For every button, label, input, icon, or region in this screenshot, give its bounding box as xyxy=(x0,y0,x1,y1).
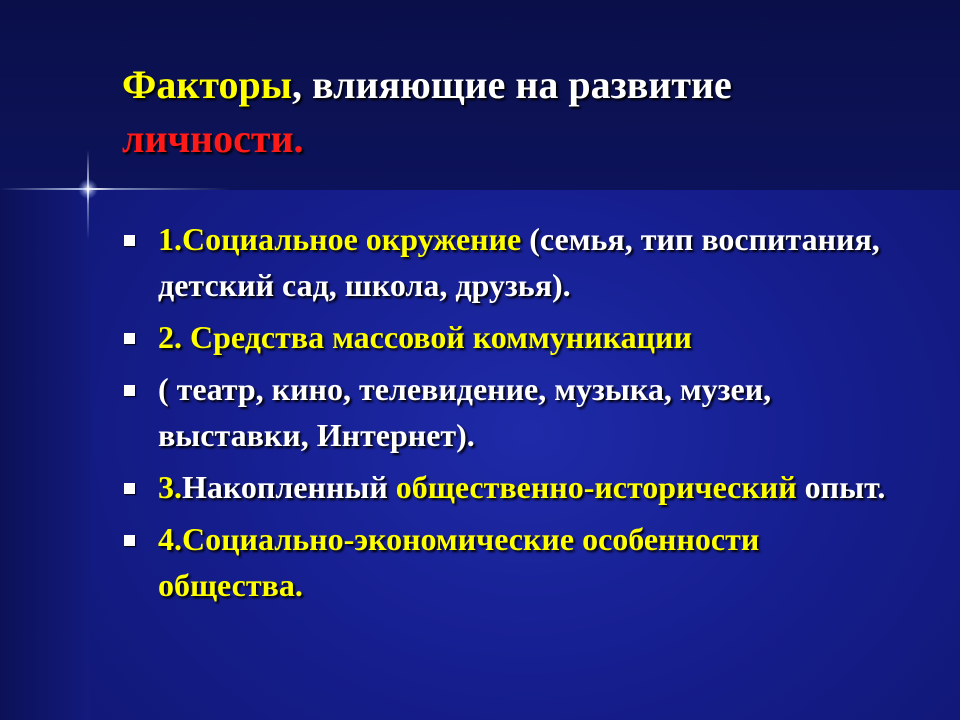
square-bullet-icon xyxy=(124,333,135,344)
title-highlight-personality: личности. xyxy=(122,116,304,161)
item-highlight: общественно-исторический xyxy=(395,469,797,505)
square-bullet-icon xyxy=(124,385,135,396)
list-item-mass-media xyxy=(122,314,912,360)
item-heading: 2. Средства массовой коммуникации xyxy=(158,319,692,355)
side-band xyxy=(0,190,90,720)
list-item-media-examples xyxy=(122,366,912,458)
list-item-socioeconomic xyxy=(122,516,912,608)
light-flare-horizontal xyxy=(0,188,230,190)
title-highlight-factors: Факторы xyxy=(122,62,292,107)
square-bullet-icon xyxy=(124,235,135,246)
list-item-historical-experience xyxy=(122,464,912,510)
title-text: , влияющие на развитие xyxy=(292,62,732,107)
list-item-social-environment xyxy=(122,216,912,308)
light-flare-star-icon xyxy=(78,179,98,199)
item-heading: 4.Социально-экономические особенности общества. xyxy=(158,521,760,603)
item-text: ( театр, кино, телевидение, музыка, музеи, выставки, Интернет). xyxy=(158,371,772,453)
item-number: 3. xyxy=(158,469,182,505)
item-heading: 1.Социальное окружение xyxy=(158,221,522,257)
slide-title xyxy=(122,58,922,166)
square-bullet-icon xyxy=(124,483,135,494)
item-text: Накопленный xyxy=(182,469,396,505)
item-text-end: опыт. xyxy=(796,469,886,505)
square-bullet-icon xyxy=(124,535,135,546)
factors-list xyxy=(122,216,912,614)
item-text: (семья, тип воспитания, детский сад, школа, друзья). xyxy=(158,221,880,303)
